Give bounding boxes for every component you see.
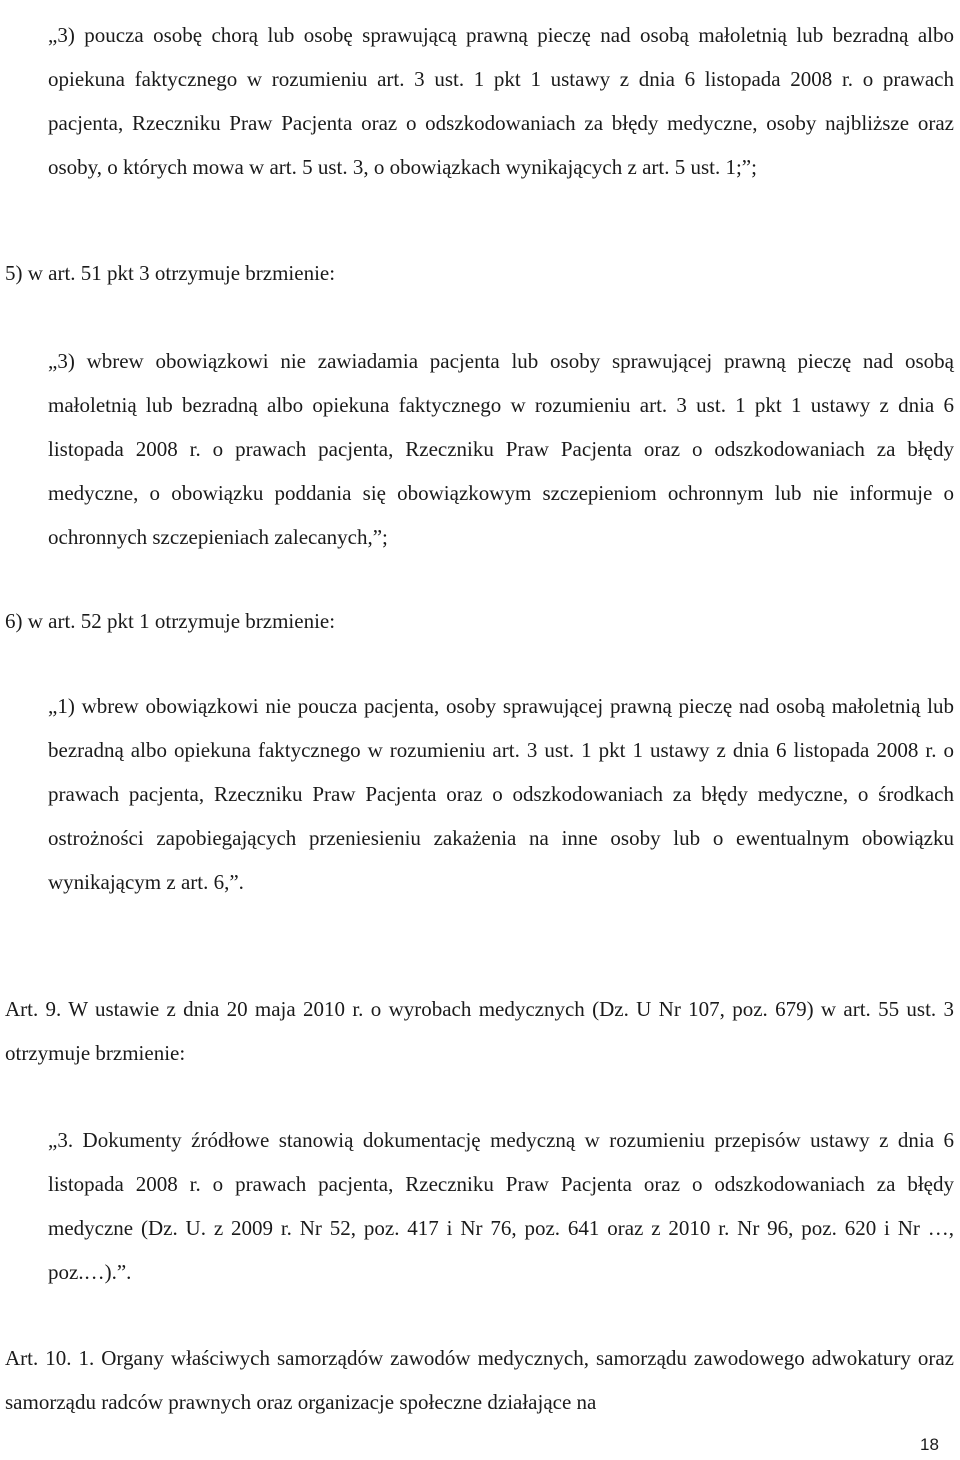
paragraph-point-5-art-51: 5) w art. 51 pkt 3 otrzymuje brzmienie: — [5, 261, 336, 285]
paragraph-amendment-item-3-dokumenty: „3. Dokumenty źródłowe stanowią dokumentację medyczną w rozumieniu przepisów ustawy z dnia 6 listopada 2008 r. o prawach pacjenta, Rzeczniku Praw Pacjenta oraz o odszkodowaniach za błędy medyczne (Dz. U. z 2009 r. Nr 52, poz. 417 i Nr 76, poz. 641 oraz z 2010 r. Nr 96, poz. 620 i Nr …, poz.…).”. — [48, 1128, 954, 1284]
paragraph-amendment-item-3-poucza: „3) poucza osobę chorą lub osobę sprawującą prawną pieczę nad osobą małoletnią lub bezradną albo opiekuna faktycznego w rozumieniu art. 3 ust. 1 pkt 1 ustawy z dnia 6 listopada 2008 r. o prawach pacjenta, Rzeczniku Praw Pacjenta oraz o odszkodowaniach za błędy medyczne, osoby najbliższe oraz osoby, o których mowa w art. 5 ust. 3, o obowiązkach wynikających z art. 5 ust. 1;”; — [48, 23, 954, 179]
paragraph-art-10: Art. 10. 1. Organy właściwych samorządów zawodów medycznych, samorządu zawodowego adwokatury oraz samorządu radców prawnych oraz organizacje społeczne działające na — [5, 1346, 954, 1414]
paragraph-art-9: Art. 9. W ustawie z dnia 20 maja 2010 r. o wyrobach medycznych (Dz. U Nr 107, poz. 679) w art. 55 ust. 3 otrzymuje brzmienie: — [5, 997, 954, 1065]
paragraph-point-6-art-52: 6) w art. 52 pkt 1 otrzymuje brzmienie: — [5, 609, 336, 633]
paragraph-amendment-item-3-wbrew: „3) wbrew obowiązkowi nie zawiadamia pacjenta lub osoby sprawującej prawną pieczę nad osobą małoletnią lub bezradną albo opiekuna faktycznego w rozumieniu art. 3 ust. 1 pkt 1 ustawy z dnia 6 listopada 2008 r. o prawach pacjenta, Rzeczniku Praw Pacjenta oraz o odszkodowaniach za błędy medyczne, o obowiązku poddania się obowiązkowym szczepieniom ochronnym lub nie informuje o ochronnych szczepieniach zalecanych,”; — [48, 349, 954, 549]
page-number: 18 — [920, 1435, 939, 1454]
paragraph-amendment-item-1-wbrew: „1) wbrew obowiązkowi nie poucza pacjenta, osoby sprawującej prawną pieczę nad osobą małoletnią lub bezradną albo opiekuna faktycznego w rozumieniu art. 3 ust. 1 pkt 1 ustawy z dnia 6 listopada 2008 r. o prawach pacjenta, Rzeczniku Praw Pacjenta oraz o odszkodowaniach za błędy medyczne, o środkach ostrożności zapobiegających przeniesieniu zakażenia na inne osoby lub o ewentualnym obowiązku wynikającym z art. 6,”. — [48, 694, 954, 894]
